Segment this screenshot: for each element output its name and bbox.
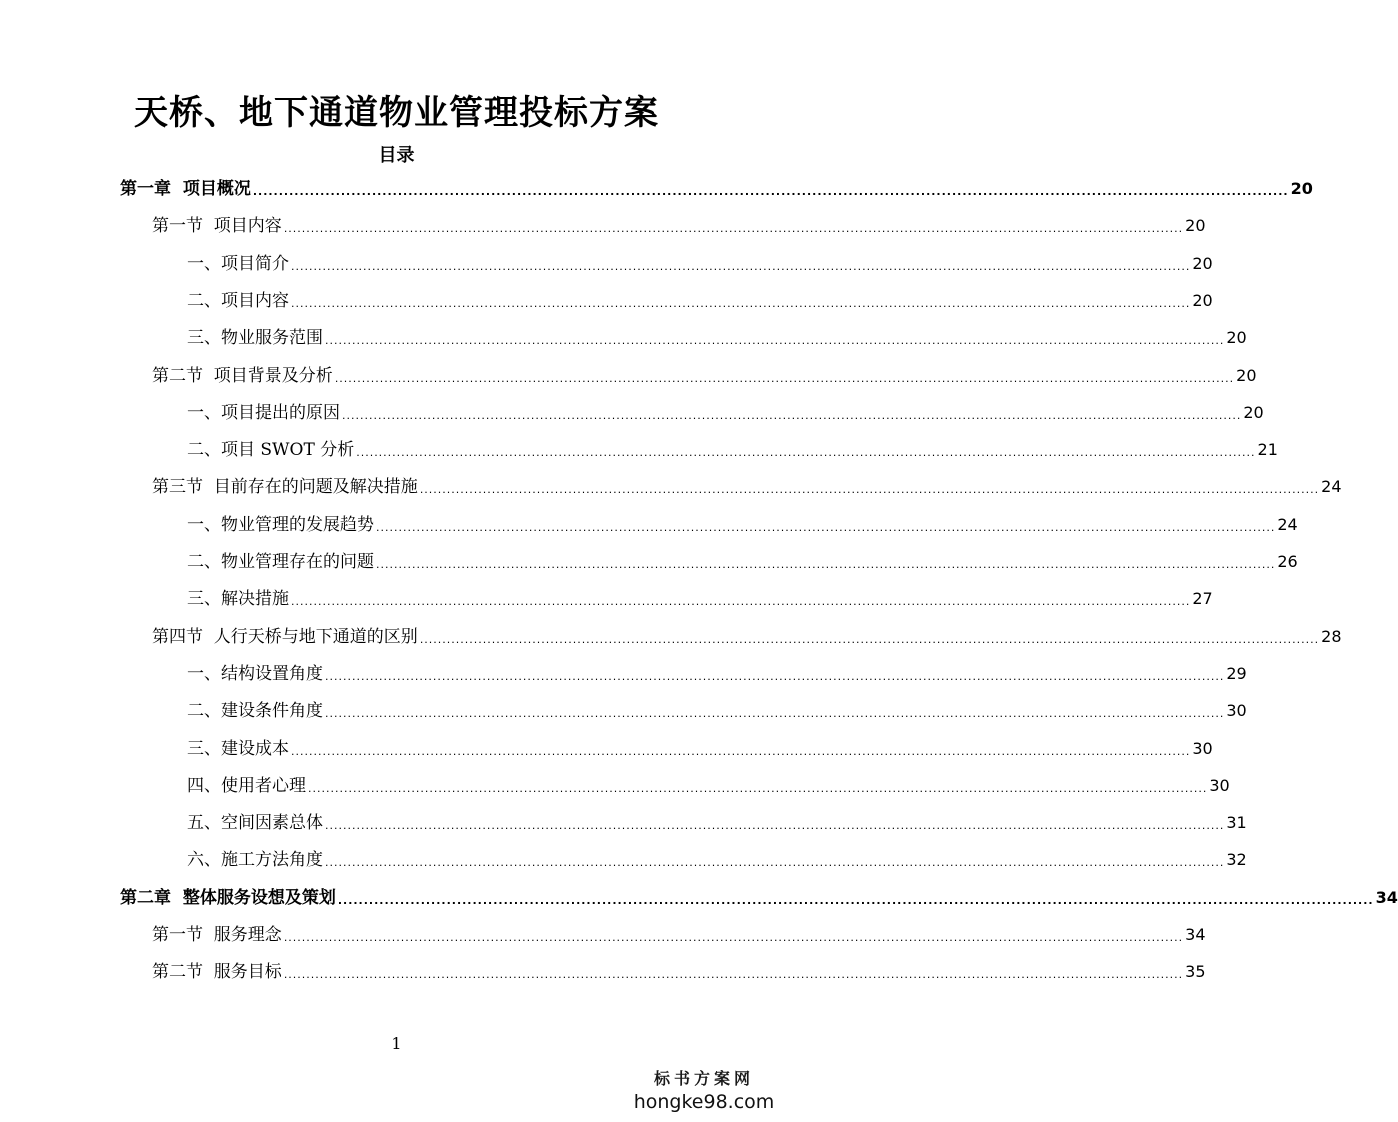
toc-entry-title: 一、结构设置角度 — [187, 663, 323, 684]
toc-dot-leader: ........................................................................................................................................................................................................ — [419, 632, 1320, 646]
toc-dot-leader: ........................................................................................................................................................................................................ — [283, 968, 1184, 982]
toc-dot-leader: ........................................................................................................................................................................................................ — [337, 893, 1374, 907]
toc-entry-item[interactable] — [187, 549, 1298, 575]
toc-dot-leader: ........................................................................................................................................................................................................ — [376, 520, 1276, 534]
toc-entry-title: 第二节 项目背景及分析 — [152, 365, 333, 386]
toc-dot-leader: ........................................................................................................................................................................................................ — [252, 185, 1289, 198]
toc-entry-item[interactable] — [187, 437, 1278, 463]
toc-entry-item[interactable] — [187, 773, 1230, 799]
toc-entry-page: 35 — [1185, 962, 1206, 982]
toc-dot-leader: ........................................................................................................................................................................................................ — [325, 819, 1225, 833]
toc-entry-item[interactable] — [187, 736, 1213, 762]
toc-entry-page: 24 — [1321, 477, 1342, 497]
toc-entry-page: 34 — [1185, 925, 1206, 944]
toc-entry-page: 27 — [1192, 589, 1213, 609]
toc-entry-title: 第一节 项目内容 — [152, 216, 282, 237]
toc-entry-chapter[interactable] — [120, 176, 1313, 202]
toc-dot-leader: ........................................................................................................................................................................................................ — [376, 558, 1276, 571]
toc-entry-section[interactable] — [152, 959, 1206, 985]
toc-entry-section[interactable] — [152, 922, 1206, 948]
toc-entry-title: 第二章 整体服务设想及策划 — [120, 887, 336, 908]
toc-dot-leader: ........................................................................................................................................................................................................ — [325, 669, 1225, 683]
toc-entry-item[interactable] — [187, 847, 1247, 873]
toc-entry-item[interactable] — [187, 512, 1298, 538]
toc-entry-title: 四、使用者心理 — [187, 775, 306, 796]
toc-entry-page: 24 — [1277, 514, 1298, 534]
toc-entry-page: 30 — [1192, 738, 1213, 758]
toc-entry-title: 第一章 项目概况 — [120, 179, 251, 199]
watermark-domain: hongke98.com — [633, 1091, 775, 1113]
toc-entry-title: 二、物业管理存在的问题 — [187, 552, 374, 572]
toc-entry-section[interactable] — [152, 624, 1342, 650]
toc-dot-leader: ........................................................................................................................................................................................................ — [283, 931, 1184, 944]
toc-entry-section[interactable] — [152, 474, 1342, 500]
document-title: 天桥、地下通道物业管理投标方案 — [134, 93, 659, 133]
toc-entry-page: 20 — [1226, 328, 1247, 348]
toc-entry-page: 21 — [1257, 440, 1278, 460]
toc-entry-item[interactable] — [187, 325, 1247, 351]
page-number: 1 — [391, 1034, 402, 1053]
toc-entry-page: 20 — [1290, 179, 1313, 198]
toc-entry-page: 20 — [1185, 216, 1206, 236]
toc-entry-page: 26 — [1277, 552, 1298, 571]
toc-dot-leader: ........................................................................................................................................................................................................ — [291, 595, 1191, 609]
toc-entry-title: 第二节 服务目标 — [152, 962, 282, 983]
toc-entry-section[interactable] — [152, 363, 1257, 389]
toc-dot-leader: ........................................................................................................................................................................................................ — [342, 408, 1242, 422]
toc-entry-title: 六、施工方法角度 — [187, 850, 323, 871]
toc-entry-title: 三、建设成本 — [187, 738, 289, 759]
toc-entry-item[interactable] — [187, 586, 1213, 612]
toc-entry-page: 30 — [1209, 775, 1230, 795]
toc-entry-item[interactable] — [187, 288, 1213, 314]
toc-entry-page: 20 — [1192, 253, 1213, 273]
toc-entry-item[interactable] — [187, 400, 1264, 426]
toc-entry-chapter[interactable] — [120, 885, 1398, 911]
toc-entry-title: 三、物业服务范围 — [187, 328, 323, 349]
toc-dot-leader: ........................................................................................................................................................................................................ — [334, 371, 1235, 385]
watermark-logo — [629, 1068, 779, 1114]
toc-entry-title: 二、项目内容 — [187, 290, 289, 311]
toc-dot-leader: ........................................................................................................................................................................................................ — [325, 334, 1225, 348]
toc-entry-title: 三、解决措施 — [187, 589, 289, 610]
toc-entry-item[interactable] — [187, 698, 1247, 724]
toc-entry-page: 20 — [1243, 402, 1264, 422]
toc-entry-page: 29 — [1226, 663, 1247, 683]
toc-entry-item[interactable] — [187, 810, 1247, 836]
toc-dot-leader: ........................................................................................................................................................................................................ — [325, 707, 1225, 721]
toc-entry-title: 第四节 人行天桥与地下通道的区别 — [152, 626, 418, 647]
toc-entry-title: 一、项目简介 — [187, 253, 289, 274]
toc-entry-page: 20 — [1236, 365, 1257, 385]
toc-entry-page: 34 — [1375, 887, 1398, 907]
toc-entry-title: 五、空间因素总体 — [187, 813, 323, 834]
toc-dot-leader: ........................................................................................................................................................................................................ — [291, 296, 1191, 310]
toc-dot-leader: ........................................................................................................................................................................................................ — [356, 446, 1256, 460]
toc-entry-title: 第三节 目前存在的问题及解决措施 — [152, 477, 418, 498]
toc-dot-leader: ........................................................................................................................................................................................................ — [291, 744, 1191, 758]
toc-dot-leader: ........................................................................................................................................................................................................ — [283, 222, 1184, 236]
watermark-site-name: 标书方案网 — [653, 1069, 754, 1088]
toc-entry-item[interactable] — [187, 251, 1213, 277]
toc-entry-page: 30 — [1226, 701, 1247, 721]
toc-dot-leader: ........................................................................................................................................................................................................ — [308, 781, 1208, 795]
toc-heading: 目录 — [378, 145, 415, 166]
toc-dot-leader: ........................................................................................................................................................................................................ — [291, 259, 1191, 273]
toc-entry-title: 二、项目 SWOT 分析 — [187, 440, 355, 461]
toc-entry-page: 20 — [1192, 290, 1213, 310]
toc-entry-page: 28 — [1321, 626, 1342, 646]
toc-entry-page: 32 — [1226, 850, 1247, 870]
toc-entry-page: 31 — [1226, 813, 1247, 833]
toc-dot-leader: ........................................................................................................................................................................................................ — [419, 483, 1320, 497]
toc-entry-title: 二、建设条件角度 — [187, 701, 323, 722]
toc-dot-leader: ........................................................................................................................................................................................................ — [325, 856, 1225, 870]
toc-entry-item[interactable] — [187, 661, 1247, 687]
toc-entry-title: 一、项目提出的原因 — [187, 402, 340, 423]
toc-entry-title: 一、物业管理的发展趋势 — [187, 514, 374, 535]
toc-entry-title: 第一节 服务理念 — [152, 925, 282, 945]
toc-entry-section[interactable] — [152, 213, 1206, 239]
